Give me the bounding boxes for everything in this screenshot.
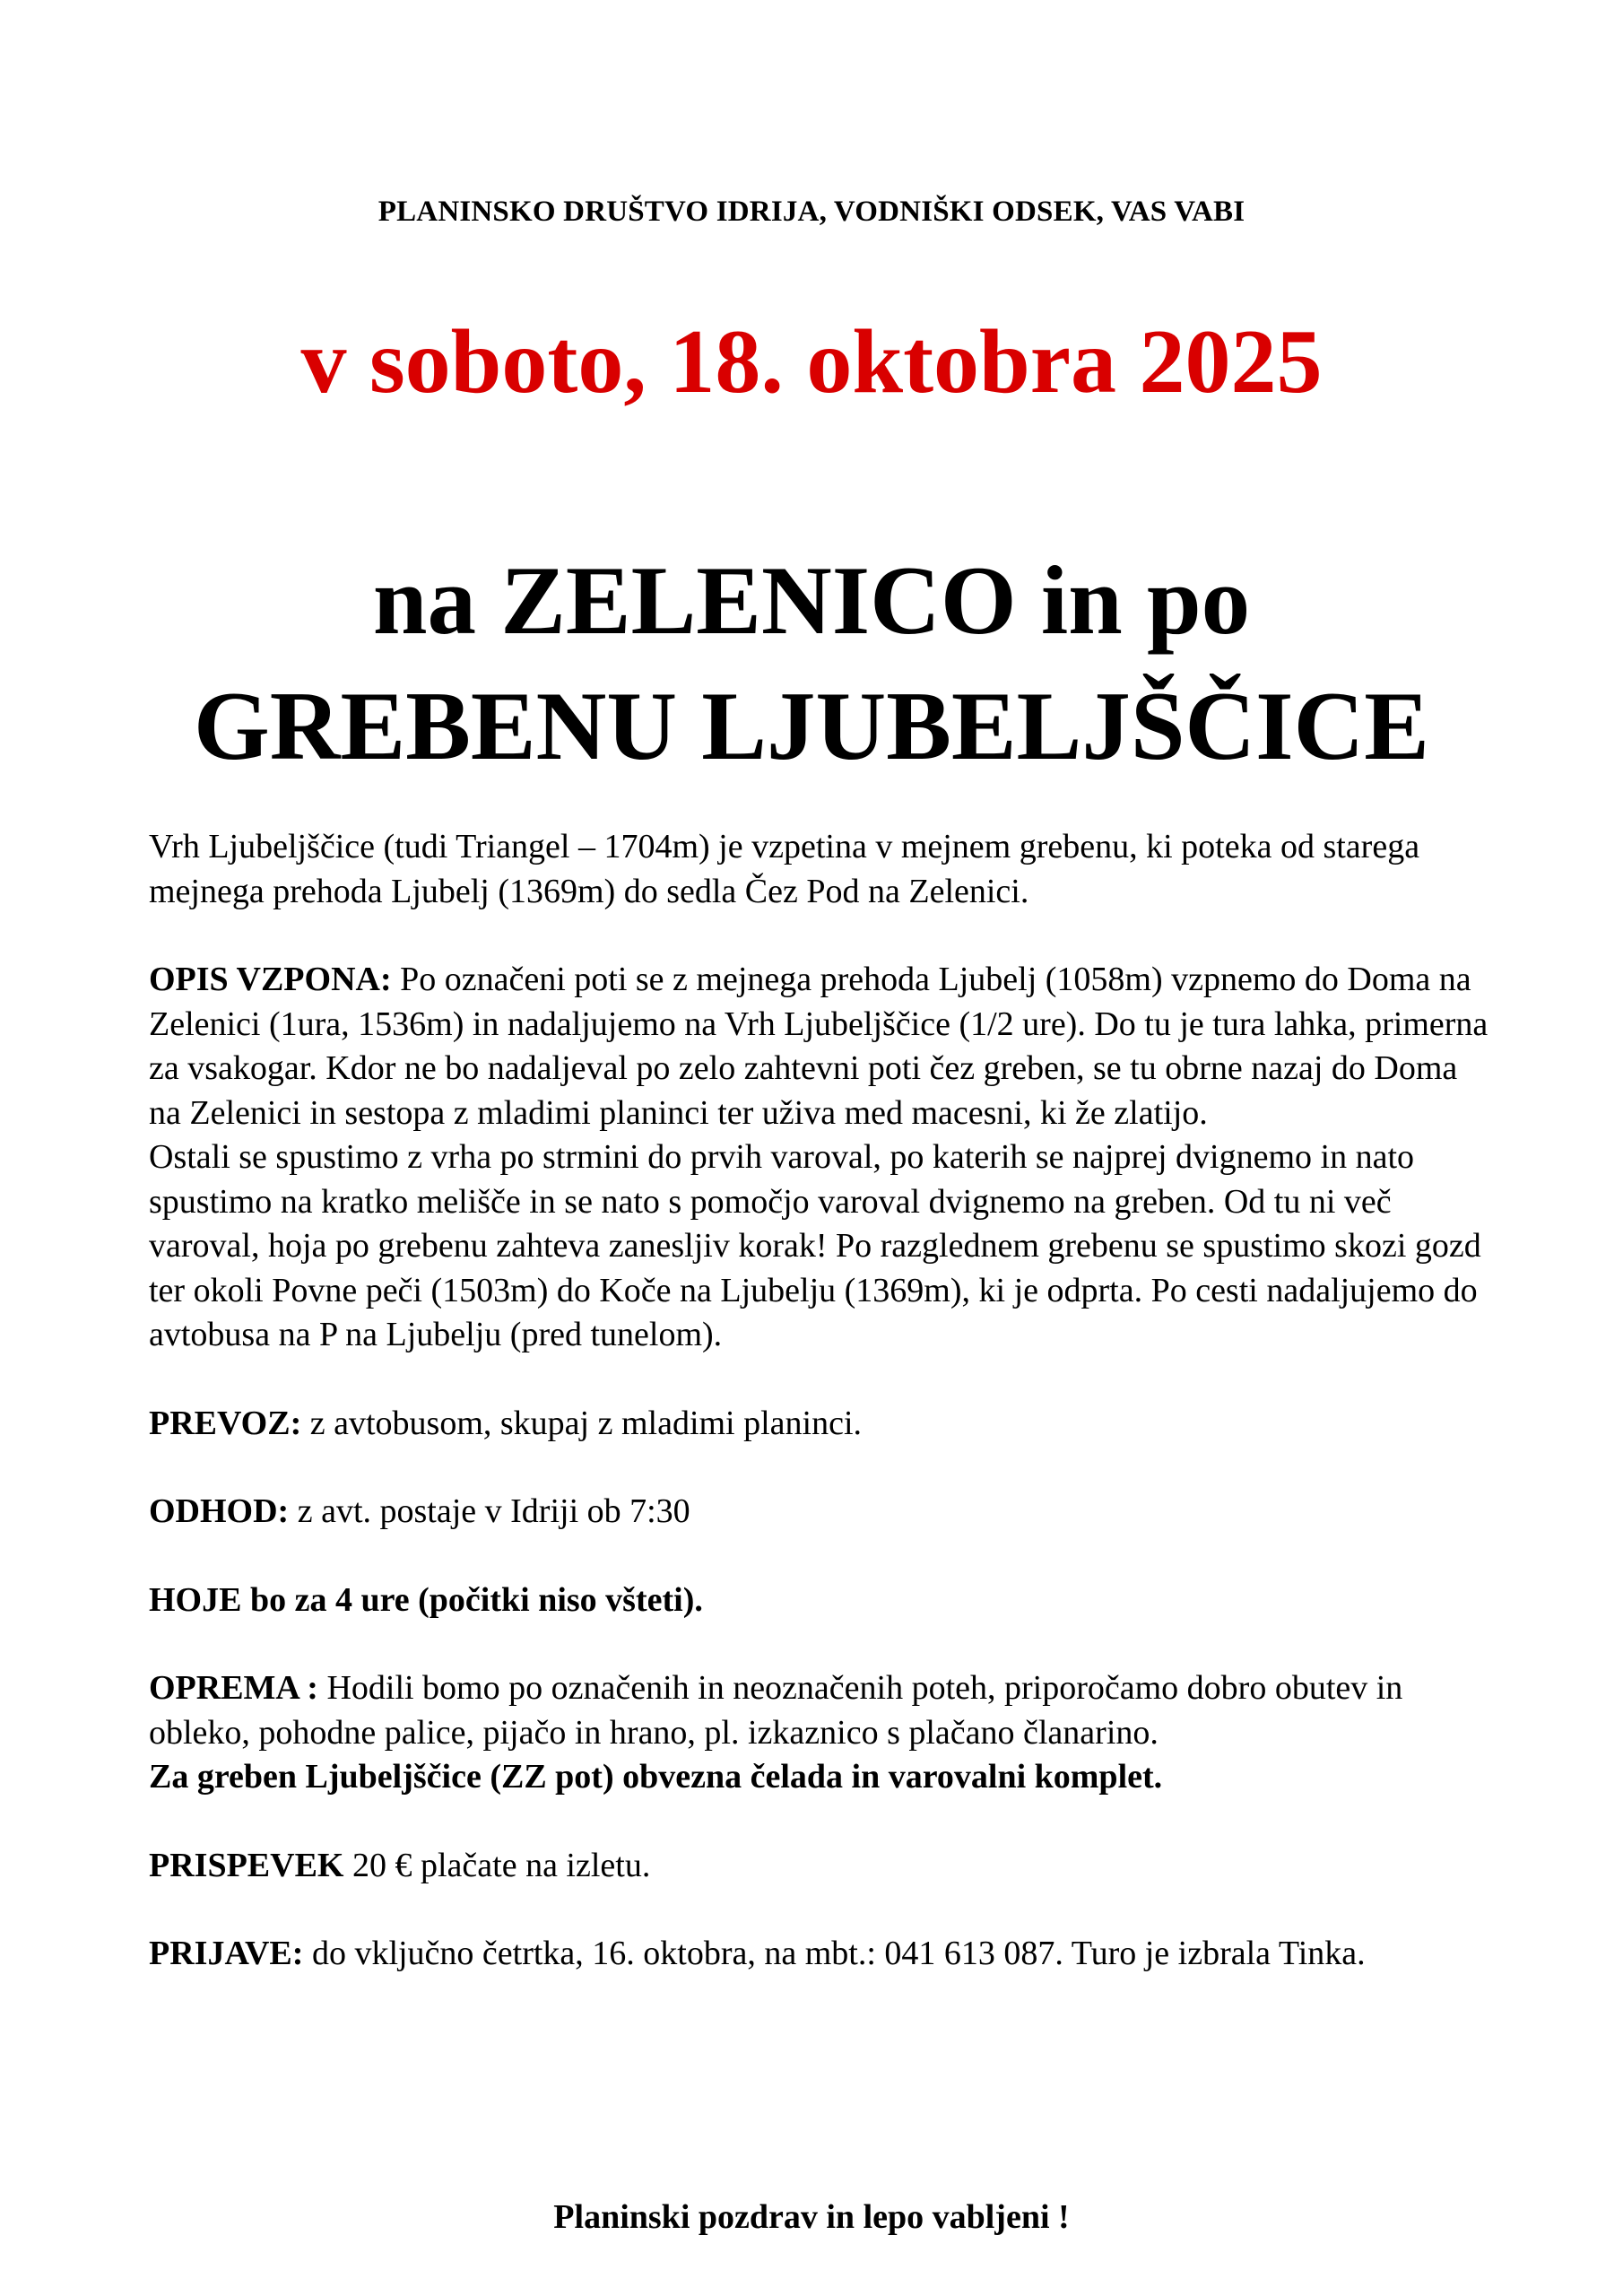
prevoz-text: z avtobusom, skupaj z mladimi planinci. bbox=[301, 1404, 863, 1442]
odhod-paragraph bbox=[149, 1490, 1494, 1535]
oprema-bold-note: Za greben Ljubeljščice (ZZ pot) obvezna čelada in varovalni komplet. bbox=[149, 1758, 1163, 1796]
odhod-text: z avt. postaje v Idriji ob 7:30 bbox=[289, 1492, 690, 1530]
hoje-paragraph bbox=[149, 1578, 1494, 1623]
event-title-line-2: GREBENU LJUBELJŠČICE bbox=[194, 672, 1429, 780]
prispevek-text: 20 € plačate na izletu. bbox=[343, 1846, 651, 1884]
prevoz-paragraph bbox=[149, 1402, 1494, 1447]
oprema-paragraph bbox=[149, 1666, 1494, 1800]
closing-greeting: Planinski pozdrav in lepo vabljeni ! bbox=[553, 2198, 1070, 2236]
prijave-label: PRIJAVE: bbox=[149, 1935, 304, 1972]
event-date: v soboto, 18. oktobra 2025 bbox=[300, 311, 1323, 413]
prevoz-label: PREVOZ: bbox=[149, 1404, 302, 1442]
hoje-text: HOJE bo za 4 ure (počitki niso všteti). bbox=[149, 1580, 703, 1619]
intro-paragraph: Vrh Ljubeljščice (tudi Triangel – 1704m) je vzpetina v mejnem grebenu, ki poteka od starega mejnega prehoda Ljubelj (1369m) do sedla Čez Pod na Zelenici. bbox=[149, 828, 1420, 910]
oprema-text: Hodili bomo po označenih in neoznačenih poteh, priporočamo dobro obutev in obleko, pohodne palice, pijačo in hrano, pl. izkaznico s plačano članarino. bbox=[149, 1669, 1403, 1752]
odhod-label: ODHOD: bbox=[149, 1492, 290, 1530]
prijave-paragraph bbox=[149, 1932, 1494, 1977]
event-title-line-1: na ZELENICO in po bbox=[372, 546, 1251, 655]
oprema-label: OPREMA : bbox=[149, 1669, 318, 1707]
opis-label: OPIS VZPONA: bbox=[149, 961, 392, 998]
event-title bbox=[0, 538, 1623, 789]
prispevek-label: PRISPEVEK bbox=[149, 1846, 344, 1884]
prispevek-paragraph bbox=[149, 1844, 1494, 1889]
opis-paragraph bbox=[149, 958, 1494, 1135]
opis-paragraph-2: Ostali se spustimo z vrha po strmini do prvih varoval, po katerih se najprej dvignemo in nato spustimo na kratko melišče in se nato s pomočjo varoval dvignemo na greben. Od tu ni več varoval, hoja po grebenu zahteva zanesljiv korak! Po razglednem grebenu se spustimo skozi gozd ter okoli Povne peči (1503m) do Koče na Ljubelju (1369m), ki je odprta. Po cesti nadaljujemo do avtobusa na P na Ljubelju (pred tunelom). bbox=[149, 1138, 1481, 1353]
opis-text: Po označeni poti se z mejnega prehoda Ljubelj (1058m) vzpnemo do Doma na Zelenici (1ura, 1536m) in nadaljujemo na Vrh Ljubeljščice (1/2 ure). Do tu je tura lahka, primerna za vsakogar. Kdor ne bo nadaljeval po zelo zahtevni poti čez greben, se tu obrne nazaj do Doma na Zelenici in sestopa z mladimi planinci ter uživa med macesni, ki že zlatijo. bbox=[149, 961, 1488, 1132]
event-details bbox=[149, 825, 1494, 2021]
organizer-header: PLANINSKO DRUŠTVO IDRIJA, VODNIŠKI ODSEK, VAS VABI bbox=[378, 196, 1245, 228]
prijave-text: do vključno četrtka, 16. oktobra, na mbt.: 041 613 087. Turo je izbrala Tinka. bbox=[303, 1935, 1366, 1972]
